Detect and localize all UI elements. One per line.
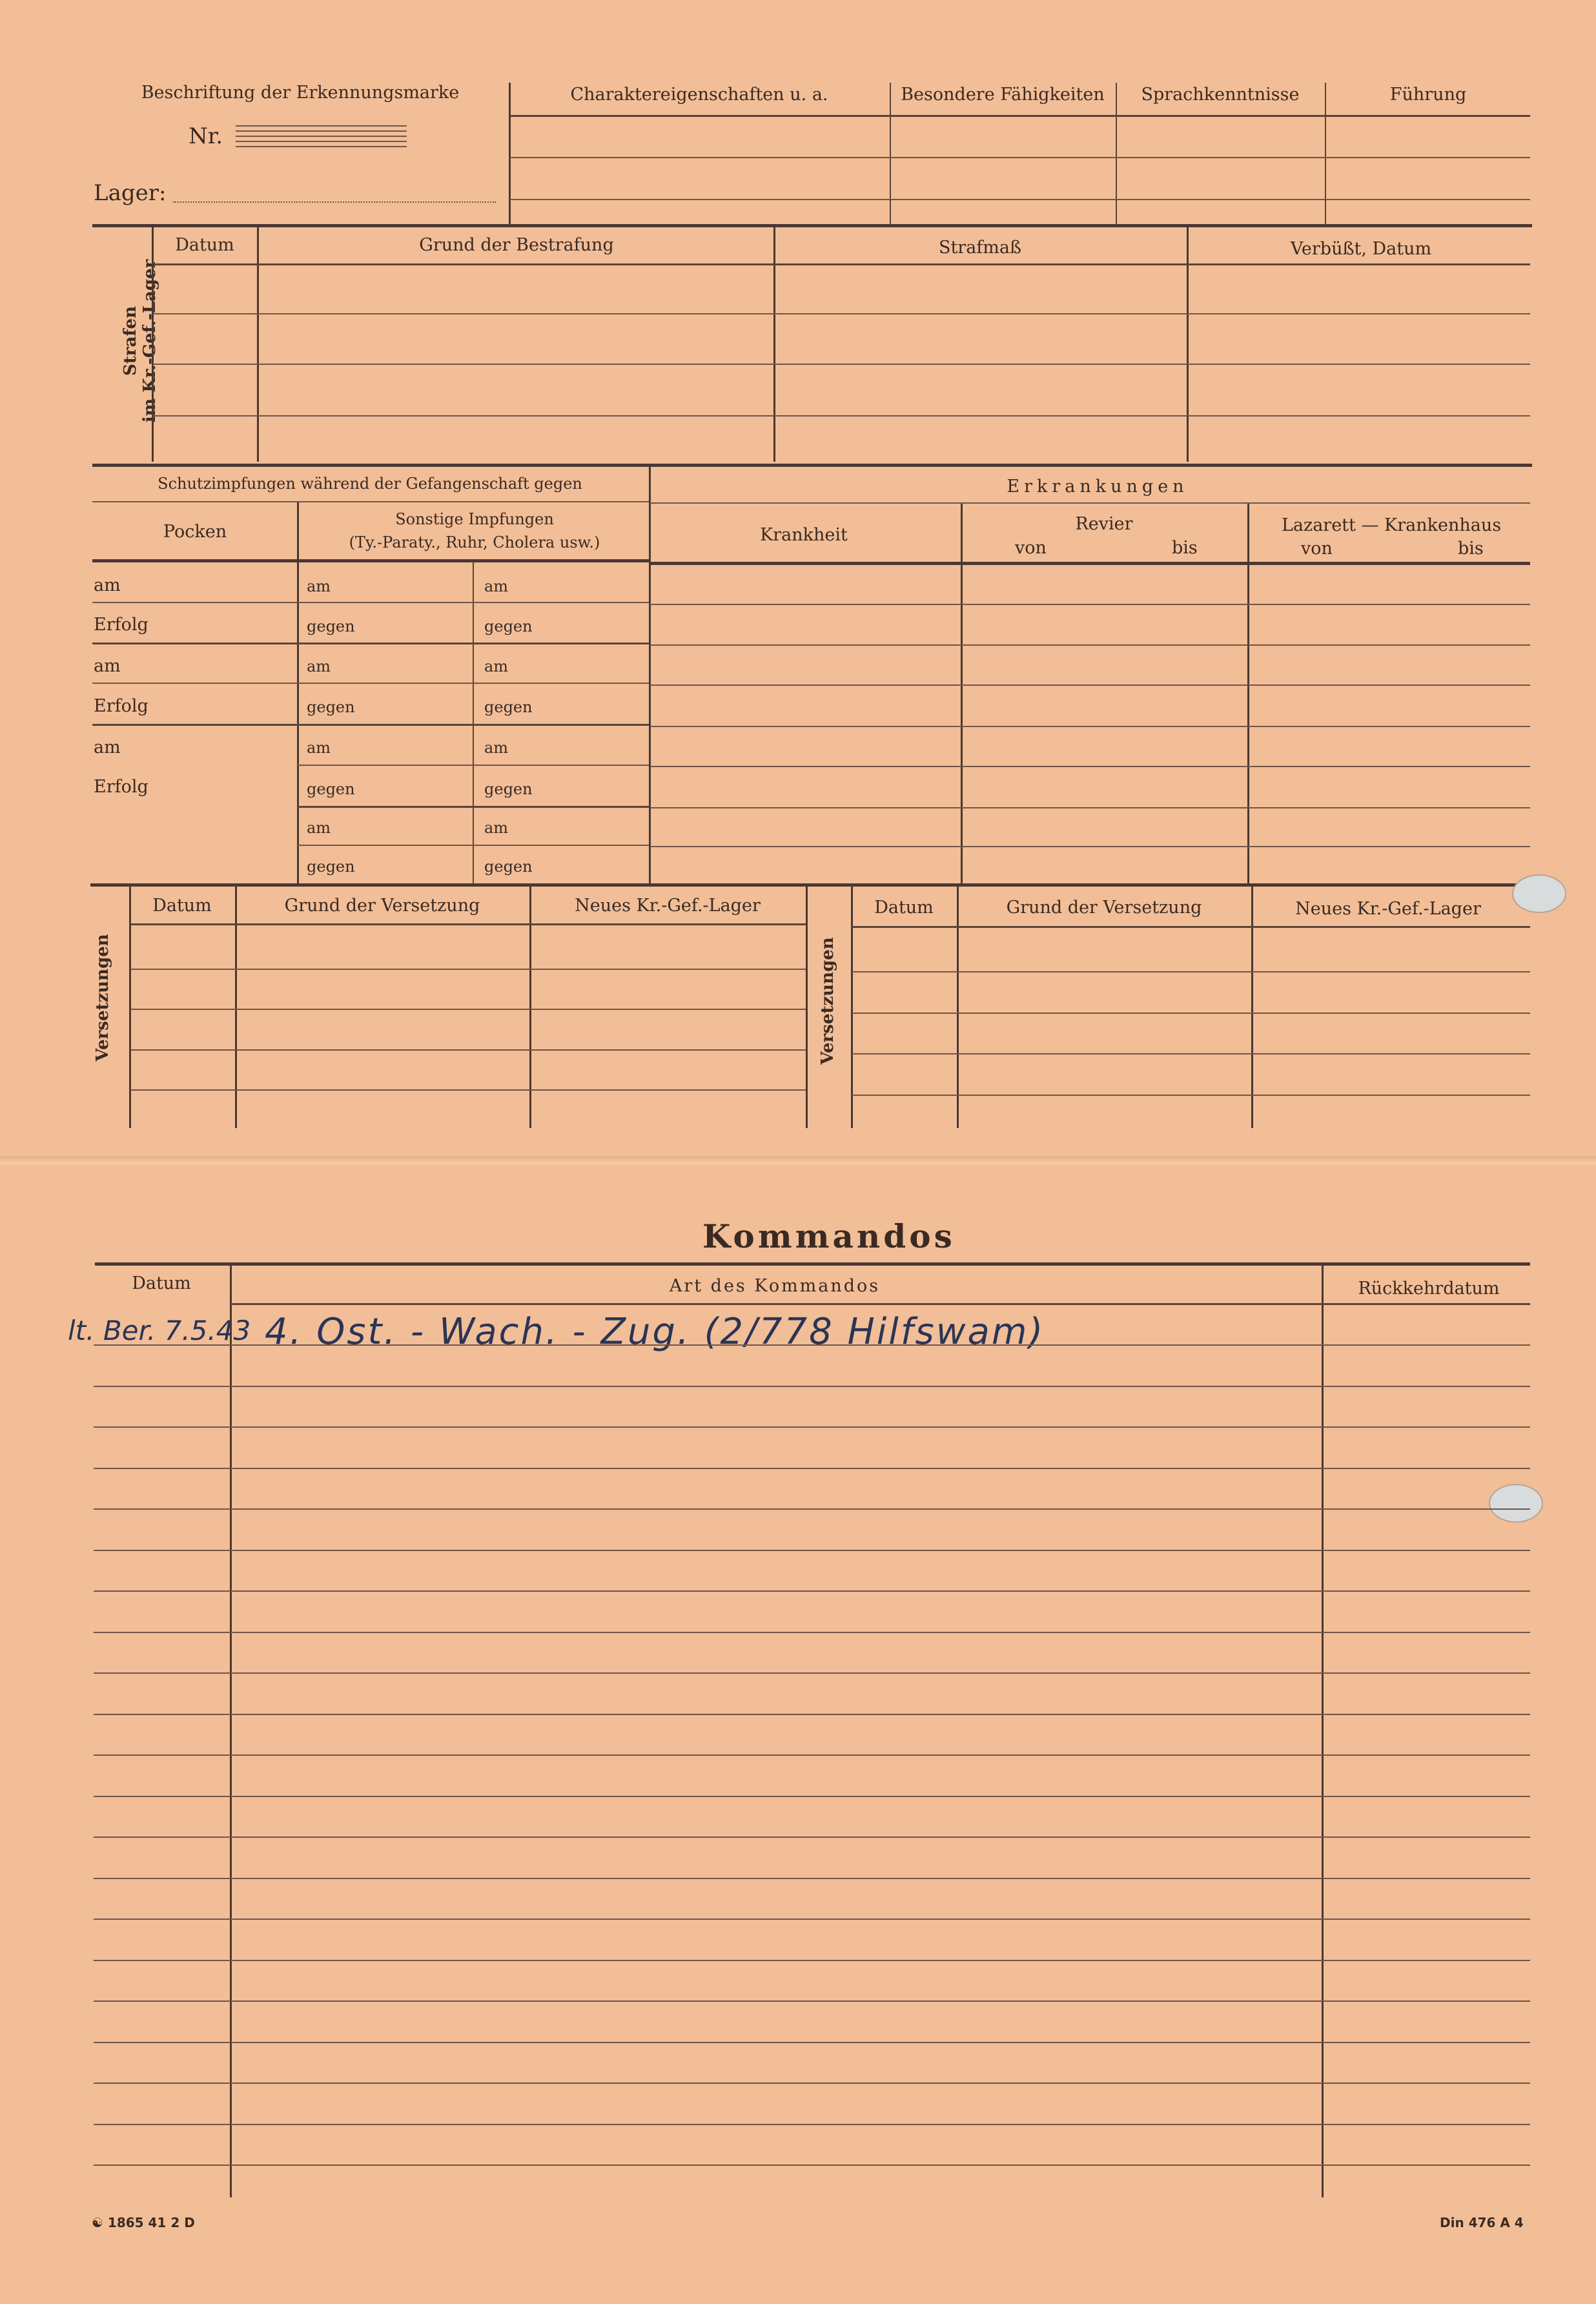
vaccinations-header: Schutzimpfungen während der Gefangenschaft gegen [158, 475, 582, 493]
other-am-4b: am [484, 819, 509, 837]
transfer-reason-header-right: Grund der Versetzung [1006, 898, 1202, 918]
other-am-2a: am [307, 657, 331, 675]
transfer-date-header-right: Datum [874, 898, 934, 918]
other-gegen-4a: gegen [307, 858, 355, 876]
kommando-row-line [94, 1796, 1530, 1797]
punish-date-header: Datum [175, 235, 234, 255]
smallpox-header: Pocken [163, 522, 227, 542]
other-vacc-subheader: (Ty.-Paraty., Ruhr, Cholera usw.) [349, 533, 600, 551]
other-gegen-1b: gegen [484, 617, 533, 635]
tag-inscription-caption: Beschriftung der Erkennungsmarke [141, 83, 460, 103]
pocken-am-3: am [94, 737, 121, 757]
other-am-2b: am [484, 657, 509, 675]
kommando-row-line [94, 1672, 1530, 1674]
kommando-row-line [94, 1918, 1530, 1920]
transfers-side-label-left: Versetzungen [93, 934, 112, 1062]
other-am-1a: am [307, 577, 331, 595]
character-header: Charaktereigenschaften u. a. [570, 85, 828, 105]
kommando-row-line [94, 1550, 1530, 1551]
hospital-bis: bis [1458, 539, 1484, 559]
lager-label: Lager: [94, 180, 167, 206]
kommando-return-header: Rückkehrdatum [1358, 1279, 1500, 1299]
other-gegen-4b: gegen [484, 858, 533, 876]
skills-header: Besondere Fähigkeiten [901, 85, 1105, 105]
ward-von: von [1015, 538, 1047, 558]
kommando-row-line [94, 1632, 1530, 1633]
other-am-1b: am [484, 577, 509, 595]
kommando-row-line [94, 1754, 1530, 1756]
other-gegen-2b: gegen [484, 698, 533, 716]
pocken-erfolg-3: Erfolg [94, 777, 148, 797]
other-am-3a: am [307, 739, 331, 757]
pocken-am-2: am [94, 656, 121, 676]
punish-measure-header: Strafmaß [938, 238, 1022, 258]
kommando-entry-date: lt. Ber. 7.5.43 [68, 1315, 251, 1346]
punish-reason-header: Grund der Bestrafung [419, 235, 614, 255]
conduct-header: Führung [1389, 85, 1467, 105]
print-code: ☯ 1865 41 2 D [92, 2215, 195, 2230]
kommando-row-line [94, 1714, 1530, 1715]
lager-field[interactable] [173, 201, 496, 203]
transfer-camp-header-left: Neues Kr.-Gef.-Lager [575, 896, 761, 916]
print-code-text: 1865 41 2 D [107, 2215, 195, 2230]
kommando-row-line [94, 1344, 1530, 1346]
punch-hole-bottom [1489, 1484, 1543, 1523]
pocken-am-1: am [94, 575, 121, 595]
kommando-type-header: Art des Kommandos [669, 1276, 881, 1296]
other-am-3b: am [484, 739, 509, 757]
pocken-erfolg-2: Erfolg [94, 696, 148, 716]
hospital-von: von [1301, 539, 1333, 559]
hospital-header: Lazarett — Krankenhaus [1281, 515, 1502, 535]
kommando-row-line [94, 1386, 1530, 1387]
kommando-row-line [94, 2124, 1530, 2125]
nr-label: Nr. [189, 123, 223, 149]
din-code: Din 476 A 4 [1440, 2215, 1524, 2230]
ward-bis: bis [1172, 538, 1198, 558]
transfers-side-label-right: Versetzungen [818, 937, 837, 1065]
other-gegen-3b: gegen [484, 780, 533, 798]
kommando-row-line [94, 1878, 1530, 1879]
kommando-entry-type: 4. Ost. - Wach. - Zug. (2/778 Hilfswam) [265, 1311, 1045, 1353]
other-gegen-3a: gegen [307, 780, 355, 798]
transfer-reason-header-left: Grund der Versetzung [284, 896, 480, 916]
kommando-row-line [94, 2042, 1530, 2043]
kommandos-title: Kommandos [702, 1217, 956, 1255]
kommando-date-header: Datum [132, 1273, 191, 1293]
transfer-camp-header-right: Neues Kr.-Gef.-Lager [1295, 899, 1481, 919]
disease-header: Krankheit [760, 525, 848, 545]
transfer-date-header-left: Datum [152, 896, 212, 916]
punishments-side-label: Strafen im Kr.-Gef.-Lager [121, 259, 159, 423]
other-vacc-header: Sonstige Impfungen [395, 510, 554, 528]
page-fold [0, 1156, 1596, 1167]
other-am-4a: am [307, 819, 331, 837]
ward-header: Revier [1075, 514, 1133, 534]
kommando-row-line [94, 1960, 1530, 1961]
pocken-erfolg-1: Erfolg [94, 615, 148, 635]
kommando-row-line [94, 2083, 1530, 2084]
punch-hole-top [1512, 874, 1566, 913]
kommando-row-line [94, 1468, 1530, 1469]
other-gegen-2a: gegen [307, 698, 355, 716]
other-gegen-1a: gegen [307, 617, 355, 635]
kommando-row-line [94, 2165, 1530, 2166]
kommando-row-line [94, 1590, 1530, 1592]
punish-served-header: Verbüßt, Datum [1290, 239, 1432, 259]
kommando-row-line [94, 1836, 1530, 1838]
kommando-row-line [94, 1426, 1530, 1428]
kommando-row-line [94, 1508, 1530, 1510]
illnesses-header: Erkrankungen [1007, 477, 1189, 497]
languages-header: Sprachkenntnisse [1141, 85, 1300, 105]
kommando-row-line [94, 2001, 1530, 2002]
